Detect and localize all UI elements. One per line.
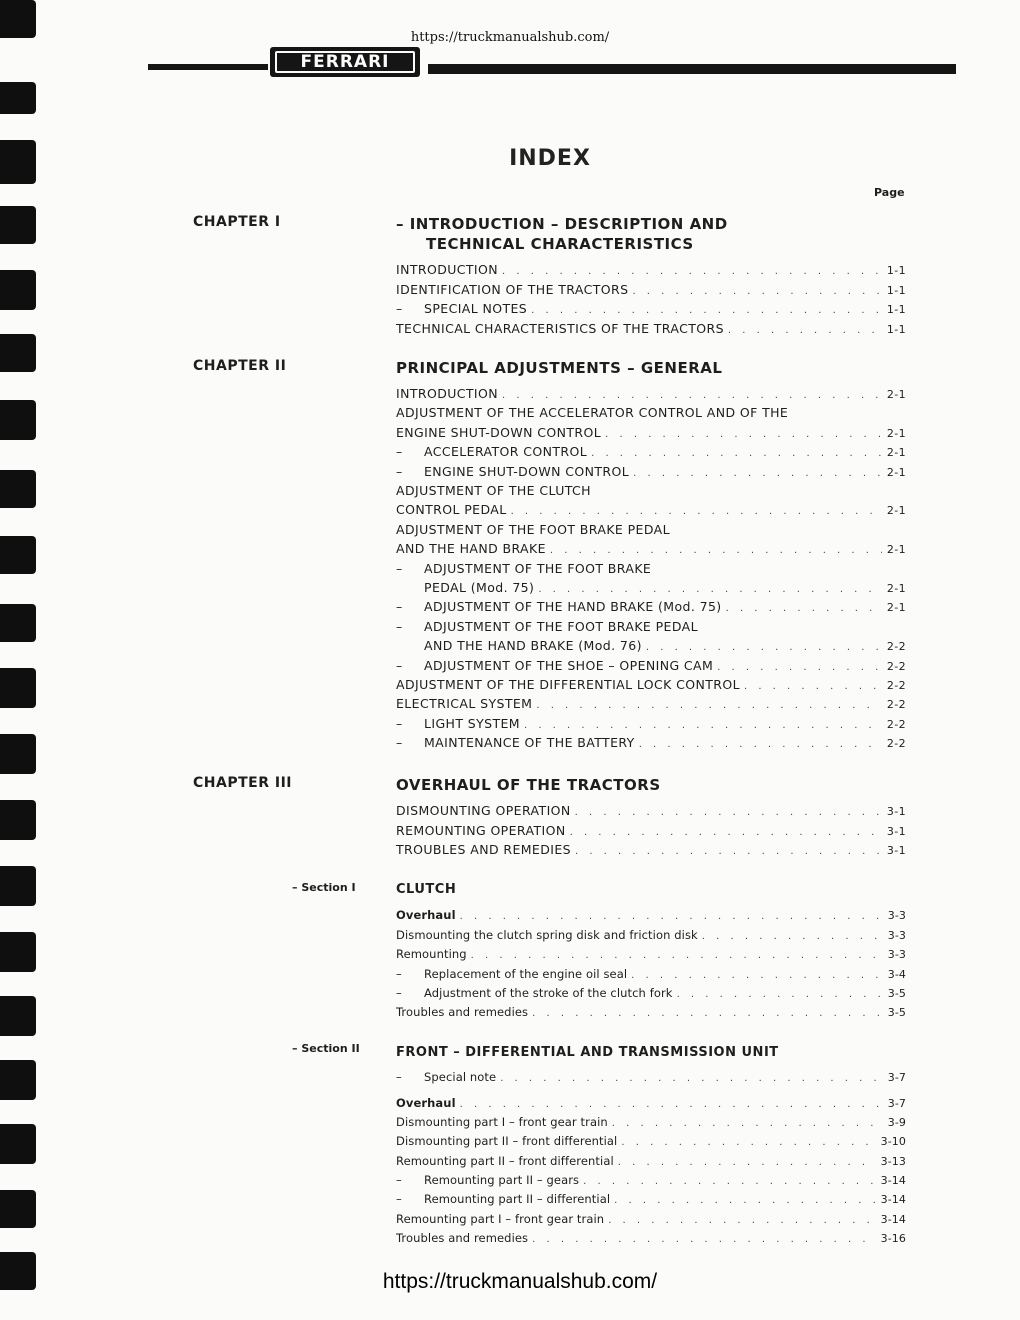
toc-entry: [396, 483, 906, 502]
chapter-label: CHAPTER III: [193, 775, 292, 791]
leader-dots: [639, 739, 882, 750]
entry-page-number: 3-14: [880, 1174, 906, 1187]
entry-title: MAINTENANCE OF THE BATTERY: [424, 735, 635, 751]
toc-entry: [396, 908, 906, 927]
toc-entry: [396, 658, 906, 677]
binding-tab: [0, 604, 36, 642]
source-url-top[interactable]: https://truckmanualshub.com/: [410, 30, 610, 45]
entry-title: ADJUSTMENT OF THE ACCELERATOR CONTROL AND OF THE: [396, 405, 789, 421]
entry-dash: –: [396, 1192, 402, 1206]
chapter-label: CHAPTER I: [193, 214, 281, 230]
toc-entry: [396, 1192, 906, 1211]
entry-page-number: 2-1: [886, 426, 906, 440]
section-label: – Section II: [292, 1042, 360, 1055]
binding-tab: [0, 1124, 36, 1164]
entry-title: TECHNICAL CHARACTERISTICS OF THE TRACTORS: [396, 321, 724, 337]
entry-title: Replacement of the engine oil seal: [424, 967, 628, 981]
leader-dots: [621, 1137, 876, 1148]
binding-tab: [0, 1190, 36, 1228]
section-heading: CLUTCH: [396, 882, 457, 897]
entry-dash: –: [396, 715, 403, 731]
entry-title: ADJUSTMENT OF THE CLUTCH: [396, 483, 591, 498]
entry-title: INTRODUCTION: [396, 262, 499, 277]
leader-dots: [744, 681, 882, 692]
leader-dots: [575, 807, 882, 818]
entry-title: Dismounting part I – front gear train: [396, 1115, 608, 1129]
page-title: INDEX: [509, 146, 591, 171]
entry-title: REMOUNTING OPERATION: [396, 822, 566, 838]
entry-page-number: 3-13: [880, 1155, 906, 1168]
leader-dots: [575, 846, 882, 857]
entry-title: Remounting part II – gears: [424, 1173, 580, 1187]
entry-title: SPECIAL NOTES: [424, 301, 528, 317]
entry-page-number: 3-5: [887, 1006, 906, 1019]
leader-dots: [500, 1073, 882, 1084]
toc-entry: [396, 638, 906, 657]
toc-entry: [396, 541, 906, 560]
leader-dots: [632, 286, 882, 297]
entry-title: Special note: [424, 1070, 497, 1084]
entry-title: ADJUSTMENT OF THE FOOT BRAKE: [424, 560, 652, 576]
entry-title: Dismounting the clutch spring disk and friction disk: [396, 928, 698, 942]
entry-page-number: 3-1: [886, 844, 906, 857]
toc-entry: [396, 823, 906, 842]
toc-entry: [396, 405, 906, 424]
leader-dots: [538, 584, 882, 595]
entry-title: Overhaul: [396, 908, 456, 922]
binding-tab: [0, 932, 36, 972]
leader-dots: [532, 1008, 882, 1019]
binding-tab: [0, 270, 36, 310]
toc-entry: [396, 561, 906, 580]
binding-tab: [0, 206, 36, 244]
leader-dots: [618, 1157, 877, 1168]
entry-dash: –: [396, 1173, 402, 1187]
entry-title: DISMOUNTING OPERATION: [396, 803, 571, 818]
toc-entry: [396, 967, 906, 986]
leader-dots: [646, 642, 882, 653]
toc-entry: [396, 619, 906, 638]
leader-dots: [550, 545, 882, 556]
toc-entry: [396, 986, 906, 1005]
entry-title: ADJUSTMENT OF THE DIFFERENTIAL LOCK CONTROL: [396, 677, 740, 692]
entry-page-number: 3-7: [887, 1097, 906, 1110]
toc-entry: [396, 928, 906, 947]
entry-title: Remounting: [396, 947, 467, 961]
toc-entry: [396, 677, 906, 696]
entry-title: ADJUSTMENT OF THE FOOT BRAKE PEDAL: [396, 521, 670, 537]
binding-tab: [0, 668, 36, 708]
toc-entry: [396, 599, 906, 618]
entry-page-number: 2-1: [886, 504, 906, 518]
entry-title: Remounting part II – front differential: [396, 1154, 614, 1168]
binding-tab: [0, 996, 36, 1036]
entry-title: ACCELERATOR CONTROL: [424, 444, 588, 460]
entry-title: Dismounting part II – front differential: [396, 1134, 618, 1148]
entry-page-number: 3-3: [887, 929, 906, 942]
toc-entry: [396, 803, 906, 822]
toc-entry: [396, 1212, 906, 1231]
entry-page-number: 1-1: [886, 264, 906, 277]
entry-title: ADJUSTMENT OF THE FOOT BRAKE PEDAL: [424, 618, 698, 634]
entry-page-number: 3-1: [886, 805, 906, 818]
leader-dots: [726, 603, 882, 614]
entry-page-number: 1-1: [886, 283, 906, 297]
chapter-label: CHAPTER II: [193, 358, 287, 374]
toc-entry: [396, 1173, 906, 1192]
binding-tab: [0, 470, 36, 508]
entry-title: INTRODUCTION: [396, 386, 499, 401]
binding-tab: [0, 82, 36, 114]
leader-dots: [728, 325, 882, 336]
entry-dash: –: [396, 967, 402, 981]
entry-page-number: 3-3: [887, 948, 906, 961]
toc-entry: [396, 1070, 906, 1089]
entry-dash: –: [396, 618, 403, 634]
leader-dots: [702, 931, 882, 942]
leader-dots: [460, 911, 882, 922]
binding-tab: [0, 800, 36, 840]
entry-title: ENGINE SHUT-DOWN CONTROL: [424, 463, 630, 479]
toc-entry: [396, 464, 906, 483]
toc-entry: [396, 716, 906, 735]
leader-dots: [460, 1099, 882, 1110]
entry-page-number: 2-1: [886, 601, 906, 615]
entry-title: IDENTIFICATION OF THE TRACTORS: [396, 281, 629, 297]
toc-entry: [396, 1134, 906, 1153]
header-rule-right: [428, 64, 956, 74]
leader-dots: [471, 950, 882, 961]
chapter-heading-line2: TECHNICAL CHARACTERISTICS: [426, 235, 694, 253]
entry-page-number: 3-1: [886, 824, 906, 838]
entry-page-number: 2-1: [886, 388, 906, 401]
entry-page-number: 2-1: [886, 543, 906, 557]
leader-dots: [531, 305, 882, 316]
leader-dots: [612, 1118, 882, 1129]
entry-title: LIGHT SYSTEM: [424, 715, 520, 731]
chapter-heading: PRINCIPAL ADJUSTMENTS – GENERAL: [396, 359, 723, 377]
entry-title: Remounting part II – differential: [424, 1192, 611, 1206]
entry-page-number: 2-1: [886, 446, 906, 460]
entry-title: ELECTRICAL SYSTEM: [396, 696, 533, 712]
entry-title: Remounting part I – front gear train: [396, 1212, 605, 1226]
binding-tab: [0, 400, 36, 440]
entry-title: CONTROL PEDAL: [396, 502, 507, 518]
entry-dash: –: [396, 657, 403, 673]
leader-dots: [605, 429, 882, 440]
toc-entry: [396, 282, 906, 301]
entry-dash: –: [396, 1070, 402, 1084]
entry-page-number: 2-2: [886, 659, 906, 673]
entry-title: TROUBLES AND REMEDIES: [396, 842, 571, 857]
entry-page-number: 3-7: [887, 1071, 906, 1084]
entry-page-number: 3-4: [887, 968, 906, 981]
entry-title: AND THE HAND BRAKE (Mod. 76): [424, 638, 642, 654]
toc-entry: [396, 580, 906, 599]
entry-title: ENGINE SHUT-DOWN CONTROL: [396, 424, 602, 440]
leader-dots: [583, 1176, 876, 1187]
page-column-header: Page: [874, 186, 905, 199]
entry-dash: –: [396, 599, 403, 615]
entry-dash: –: [396, 444, 403, 460]
leader-dots: [717, 662, 882, 673]
binding-tab: [0, 536, 36, 574]
entry-page-number: 3-9: [887, 1116, 906, 1129]
section-label: – Section I: [292, 881, 356, 894]
toc-entry: [396, 444, 906, 463]
entry-title: Adjustment of the stroke of the clutch fork: [424, 986, 673, 1000]
toc-entry: [396, 1154, 906, 1173]
leader-dots: [591, 448, 882, 459]
toc-entry: [396, 842, 906, 861]
entry-dash: –: [396, 986, 402, 1000]
entry-page-number: 1-1: [886, 303, 906, 317]
entry-title: PEDAL (Mod. 75): [424, 580, 535, 595]
toc-entry: [396, 947, 906, 966]
toc-entry: [396, 1005, 906, 1024]
entry-page-number: 2-2: [886, 679, 906, 692]
toc-entry: [396, 735, 906, 754]
entry-title: Overhaul: [396, 1096, 456, 1110]
entry-dash: –: [396, 735, 403, 751]
entry-page-number: 3-10: [880, 1135, 906, 1148]
leader-dots: [631, 970, 882, 981]
toc-entry: [396, 502, 906, 521]
entry-title: Troubles and remedies: [396, 1231, 529, 1245]
toc-entry: [396, 1096, 906, 1115]
toc-entry: [396, 1115, 906, 1134]
source-url-bottom[interactable]: https://truckmanualshub.com/: [382, 1270, 658, 1293]
chapter-heading: – INTRODUCTION – DESCRIPTION AND: [396, 215, 728, 233]
section-heading: FRONT – DIFFERENTIAL AND TRANSMISSION UNIT: [396, 1045, 779, 1060]
entry-page-number: 2-2: [886, 737, 906, 751]
leader-dots: [502, 390, 882, 401]
toc-entry: [396, 262, 906, 281]
toc-entry: [396, 522, 906, 541]
entry-dash: –: [396, 301, 403, 317]
entry-page-number: 3-5: [887, 987, 906, 1000]
entry-page-number: 2-2: [886, 698, 906, 712]
spiral-binding: [0, 0, 50, 1320]
entry-page-number: 3-14: [880, 1193, 906, 1206]
leader-dots: [614, 1195, 876, 1206]
toc-entry: [396, 425, 906, 444]
entry-page-number: 2-1: [886, 465, 906, 479]
ferrari-logo: [270, 47, 420, 77]
leader-dots: [608, 1215, 876, 1226]
leader-dots: [511, 506, 882, 517]
logo-text: FERRARI: [275, 51, 415, 73]
binding-tab: [0, 334, 36, 372]
entry-dash: –: [396, 463, 403, 479]
toc-entry: [396, 1231, 906, 1250]
leader-dots: [502, 266, 882, 277]
leader-dots: [536, 700, 882, 711]
leader-dots: [570, 827, 882, 838]
entry-title: ADJUSTMENT OF THE SHOE – OPENING CAM: [424, 657, 714, 673]
binding-tab: [0, 866, 36, 906]
leader-dots: [633, 468, 882, 479]
entry-page-number: 2-1: [886, 582, 906, 595]
entry-page-number: 2-2: [886, 640, 906, 654]
header-rule-left: [148, 64, 268, 70]
entry-page-number: 2-2: [886, 717, 906, 731]
entry-title: AND THE HAND BRAKE: [396, 541, 546, 557]
toc-entry: [396, 321, 906, 340]
leader-dots: [524, 720, 882, 731]
entry-page-number: 3-16: [880, 1232, 906, 1245]
toc-entry: [396, 301, 906, 320]
binding-tab: [0, 734, 36, 774]
leader-dots: [532, 1234, 876, 1245]
toc-entry: [396, 696, 906, 715]
entry-page-number: 3-14: [880, 1213, 906, 1226]
entry-page-number: 3-3: [887, 909, 906, 922]
entry-title: ADJUSTMENT OF THE HAND BRAKE (Mod. 75): [424, 599, 722, 615]
toc-entry: [396, 386, 906, 405]
binding-tab: [0, 1060, 36, 1100]
chapter-heading: OVERHAUL OF THE TRACTORS: [396, 776, 661, 794]
entry-page-number: 1-1: [886, 323, 906, 337]
entry-dash: –: [396, 560, 403, 576]
leader-dots: [677, 989, 882, 1000]
entry-title: Troubles and remedies: [396, 1005, 529, 1019]
